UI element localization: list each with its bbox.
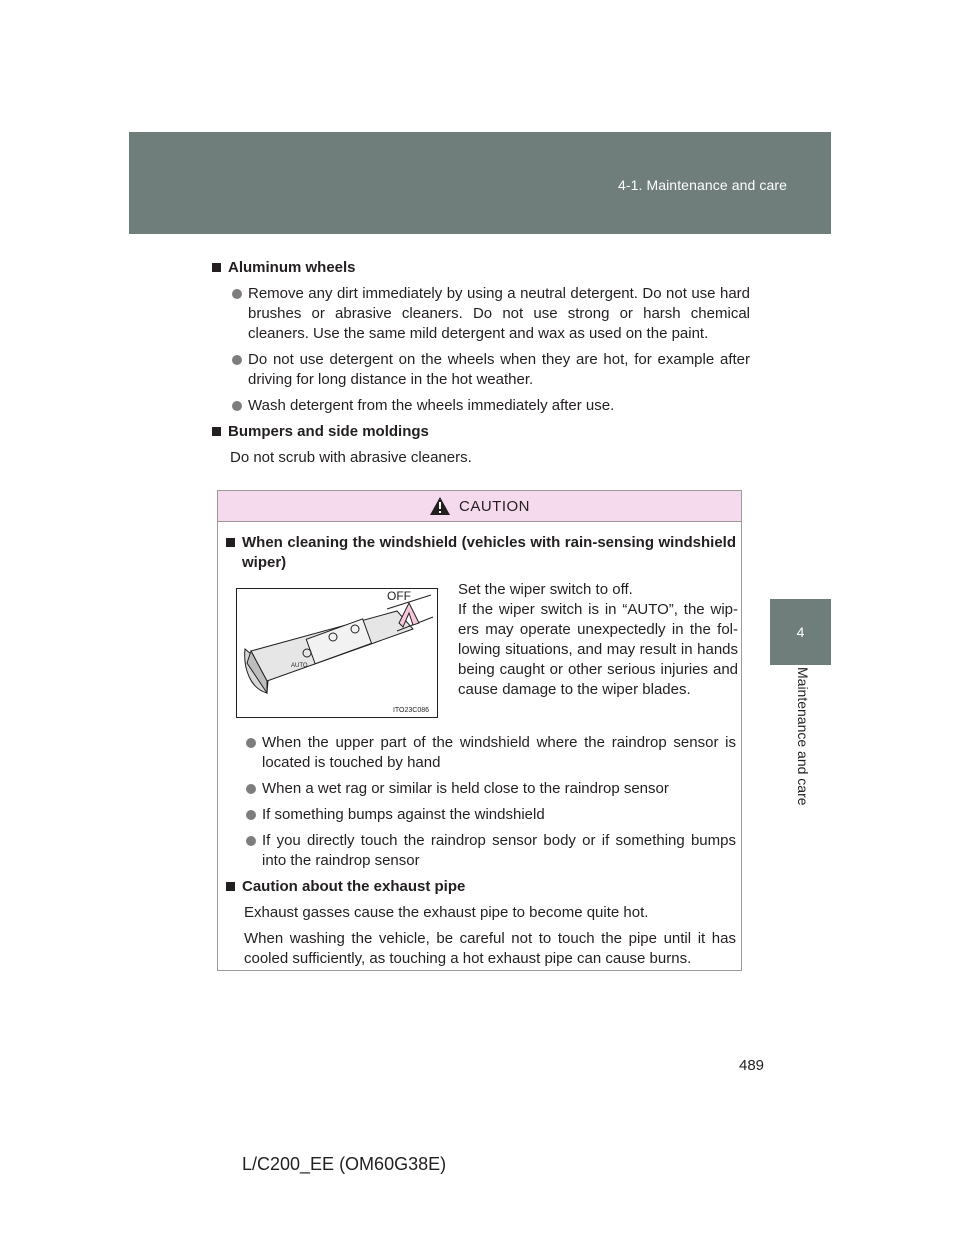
page-number: 489	[739, 1057, 765, 1074]
square-bullet-icon	[226, 882, 235, 891]
exhaust-heading: Caution about the exhaust pipe	[224, 877, 736, 897]
round-bullet-icon	[232, 355, 242, 365]
header-band	[129, 132, 831, 234]
caution-box	[217, 490, 742, 971]
bumpers-heading: Bumpers and side moldings	[210, 422, 750, 442]
wiper-lever-illustration	[237, 589, 437, 717]
exhaust-paragraph: Exhaust gasses cause the exhaust pipe to become quite hot.	[244, 904, 649, 921]
bumpers-text: Do not scrub with abrasive cleaners.	[230, 449, 472, 466]
list-item: If something bumps against the windshield	[224, 805, 736, 825]
caution-label: CAUTION	[459, 497, 530, 515]
chapter-tab-number	[770, 599, 831, 665]
figure-code: ITO23C086	[392, 707, 429, 714]
list-item: If you directly touch the raindrop sensor body or if something bumps into the raindrop sensor	[224, 831, 736, 871]
square-bullet-icon	[212, 427, 221, 436]
wiper-instruction: Set the wiper switch to off.	[458, 581, 633, 598]
auto-label: AUTO	[291, 663, 308, 669]
main-content	[210, 258, 750, 474]
caution-header	[218, 491, 741, 522]
chapter-title: Maintenance and care	[794, 667, 811, 806]
round-bullet-icon	[232, 401, 242, 411]
manual-code: L/C200_EE (OM60G38E)	[242, 1154, 447, 1174]
list-item: Wash detergent from the wheels immediately after use.	[210, 396, 750, 416]
chapter-tab-title	[770, 665, 831, 815]
chapter-number: 4	[796, 624, 805, 640]
round-bullet-icon	[246, 810, 256, 820]
section-title: 4-1. Maintenance and care	[617, 177, 787, 193]
square-bullet-icon	[226, 538, 235, 547]
off-label: OFF	[387, 589, 411, 603]
aluminum-wheels-heading: Aluminum wheels	[210, 258, 750, 278]
windshield-heading: When cleaning the windshield (vehicles with rain-sensing windshield wiper)	[224, 533, 736, 573]
round-bullet-icon	[246, 784, 256, 794]
wiper-explanation: If the wiper switch is in “AUTO”, the wip-ers may operate unexpectedly in the fol-lowing situations, and may result in hands being caught or other serious injuries and cause damage to the wiper blades.	[458, 601, 738, 698]
list-item: Do not use detergent on the wheels when they are hot, for example after driving for long distance in the hot weather.	[210, 350, 750, 390]
warning-triangle-icon	[429, 496, 451, 516]
exhaust-paragraph: When washing the vehicle, be careful not to touch the pipe until it has cooled sufficiently, as touching a hot exhaust pipe can cause burns.	[244, 930, 736, 967]
wiper-switch-figure	[236, 588, 438, 718]
list-item: Remove any dirt immediately by using a neutral detergent. Do not use hard brushes or abrasive cleaners. Do not use strong or harsh chemical cleaners. Use the same mild detergent and wax as used on the paint.	[210, 284, 750, 344]
list-item: When a wet rag or similar is held close to the raindrop sensor	[224, 779, 736, 799]
round-bullet-icon	[246, 738, 256, 748]
figure-caption	[458, 580, 738, 700]
list-item: When the upper part of the windshield where the raindrop sensor is located is touched by hand	[224, 733, 736, 773]
round-bullet-icon	[246, 836, 256, 846]
round-bullet-icon	[232, 289, 242, 299]
square-bullet-icon	[212, 263, 221, 272]
